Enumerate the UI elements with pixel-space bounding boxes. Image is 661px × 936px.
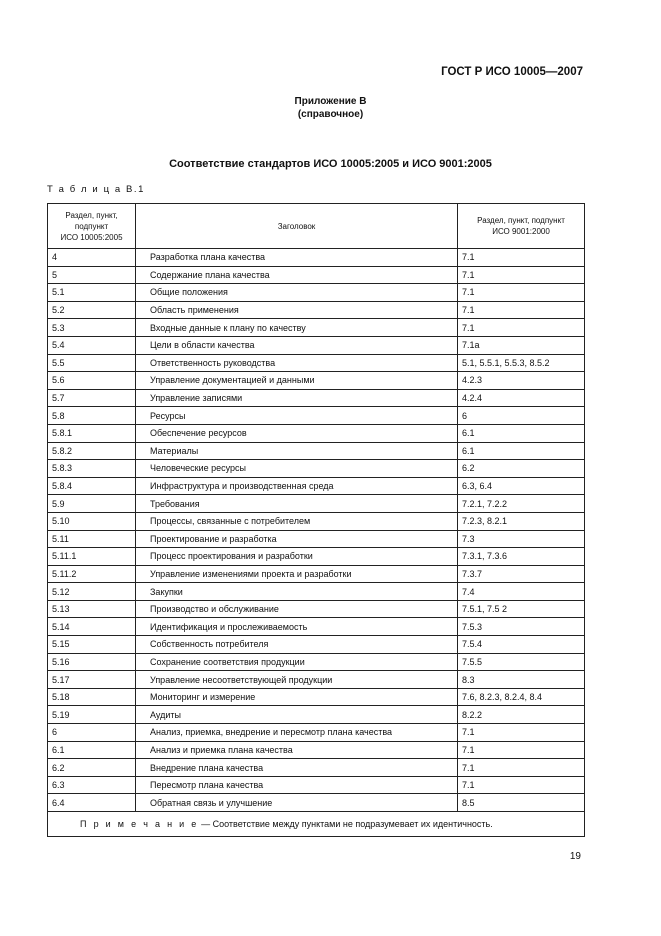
cell-title: Обратная связь и улучшение <box>136 794 458 812</box>
header-clause-9001-line1: Раздел, пункт, подпункт <box>477 216 565 225</box>
cell-title: Идентификация и прослеживаемость <box>136 618 458 636</box>
table-row <box>48 389 585 407</box>
cell-clause-9001: 8.2.2 <box>458 706 585 724</box>
cell-title: Обеспечение ресурсов <box>136 424 458 442</box>
table-row <box>48 301 585 319</box>
cell-title: Пересмотр плана качества <box>136 776 458 794</box>
cell-title: Требования <box>136 495 458 513</box>
cell-title: Ответственность руководства <box>136 354 458 372</box>
table-row <box>48 776 585 794</box>
table-row <box>48 442 585 460</box>
table-row <box>48 565 585 583</box>
table-note <box>48 812 585 837</box>
table-row <box>48 724 585 742</box>
table-row <box>48 741 585 759</box>
cell-clause-10005: 6.1 <box>48 741 136 759</box>
cell-clause-9001: 7.1а <box>458 336 585 354</box>
table-row <box>48 495 585 513</box>
note-label: П р и м е ч а н и е <box>80 819 199 829</box>
cell-clause-10005: 5.11.2 <box>48 565 136 583</box>
cell-clause-9001: 7.1 <box>458 319 585 337</box>
table-row <box>48 336 585 354</box>
cell-title: Собственность потребителя <box>136 636 458 654</box>
document-standard-number: ГОСТ Р ИСО 10005—2007 <box>441 66 583 78</box>
cell-title: Область применения <box>136 301 458 319</box>
table-row <box>48 424 585 442</box>
cell-clause-10005: 5.12 <box>48 583 136 601</box>
section-heading: Соответствие стандартов ИСО 10005:2005 и ИСО 9001:2005 <box>169 158 492 170</box>
header-clause-10005-line2: подпункт <box>74 221 109 231</box>
cell-clause-9001: 7.1 <box>458 759 585 777</box>
cell-title: Внедрение плана качества <box>136 759 458 777</box>
cell-title: Закупки <box>136 583 458 601</box>
cell-clause-9001: 7.5.5 <box>458 653 585 671</box>
cell-title: Сохранение соответствия продукции <box>136 653 458 671</box>
cell-title: Процессы, связанные с потребителем <box>136 512 458 530</box>
table-row <box>48 583 585 601</box>
cell-clause-9001: 7.3.7 <box>458 565 585 583</box>
table-body <box>48 249 585 812</box>
page-number: 19 <box>569 851 581 862</box>
cell-title: Общие положения <box>136 284 458 302</box>
cell-clause-10005: 5.17 <box>48 671 136 689</box>
cell-clause-9001: 7.2.1, 7.2.2 <box>458 495 585 513</box>
table-label: Т а б л и ц а В.1 <box>47 184 146 195</box>
cell-title: Управление записями <box>136 389 458 407</box>
cell-clause-10005: 5.8.2 <box>48 442 136 460</box>
cell-clause-10005: 5 <box>48 266 136 284</box>
header-title: Заголовок <box>136 204 458 249</box>
cell-title: Управление документацией и данными <box>136 372 458 390</box>
table-row <box>48 618 585 636</box>
cell-clause-10005: 5.3 <box>48 319 136 337</box>
cell-clause-10005: 5.6 <box>48 372 136 390</box>
correspondence-table <box>47 203 585 837</box>
cell-clause-9001: 7.1 <box>458 301 585 319</box>
cell-clause-10005: 5.19 <box>48 706 136 724</box>
cell-clause-10005: 5.11.1 <box>48 548 136 566</box>
cell-clause-9001: 7.1 <box>458 724 585 742</box>
cell-clause-10005: 5.9 <box>48 495 136 513</box>
table-header-row <box>48 204 585 249</box>
cell-clause-9001: 6.1 <box>458 424 585 442</box>
table-row <box>48 477 585 495</box>
cell-clause-10005: 6.2 <box>48 759 136 777</box>
table-row <box>48 266 585 284</box>
table-row <box>48 284 585 302</box>
cell-clause-9001: 7.3 <box>458 530 585 548</box>
table-row <box>48 530 585 548</box>
cell-clause-9001: 7.3.1, 7.3.6 <box>458 548 585 566</box>
cell-title: Содержание плана качества <box>136 266 458 284</box>
cell-title: Анализ и приемка плана качества <box>136 741 458 759</box>
cell-clause-10005: 5.5 <box>48 354 136 372</box>
cell-clause-10005: 5.16 <box>48 653 136 671</box>
table-row <box>48 548 585 566</box>
cell-clause-10005: 5.18 <box>48 688 136 706</box>
cell-clause-10005: 5.15 <box>48 636 136 654</box>
cell-title: Входные данные к плану по качеству <box>136 319 458 337</box>
table-note-row <box>48 812 585 837</box>
table-row <box>48 249 585 267</box>
table-row <box>48 671 585 689</box>
cell-clause-9001: 7.2.3, 8.2.1 <box>458 512 585 530</box>
table-row <box>48 407 585 425</box>
table-row <box>48 794 585 812</box>
table-row <box>48 460 585 478</box>
cell-title: Управление изменениями проекта и разработки <box>136 565 458 583</box>
cell-clause-9001: 5.1, 5.5.1, 5.5.3, 8.5.2 <box>458 354 585 372</box>
cell-title: Аудиты <box>136 706 458 724</box>
cell-title: Мониторинг и измерение <box>136 688 458 706</box>
cell-clause-10005: 5.14 <box>48 618 136 636</box>
table-row <box>48 319 585 337</box>
cell-clause-9001: 8.3 <box>458 671 585 689</box>
table-row <box>48 688 585 706</box>
cell-clause-9001: 6.3, 6.4 <box>458 477 585 495</box>
table-row <box>48 512 585 530</box>
table-row <box>48 653 585 671</box>
table-row <box>48 636 585 654</box>
cell-clause-10005: 5.13 <box>48 600 136 618</box>
cell-title: Производство и обслуживание <box>136 600 458 618</box>
cell-title: Ресурсы <box>136 407 458 425</box>
cell-title: Человеческие ресурсы <box>136 460 458 478</box>
table-row <box>48 600 585 618</box>
cell-clause-9001: 7.5.4 <box>458 636 585 654</box>
cell-clause-10005: 5.7 <box>48 389 136 407</box>
cell-clause-9001: 7.5.1, 7.5 2 <box>458 600 585 618</box>
cell-title: Анализ, приемка, внедрение и пересмотр плана качества <box>136 724 458 742</box>
cell-clause-9001: 4.2.3 <box>458 372 585 390</box>
cell-clause-10005: 5.8.1 <box>48 424 136 442</box>
cell-title: Процесс проектирования и разработки <box>136 548 458 566</box>
cell-title: Цели в области качества <box>136 336 458 354</box>
cell-clause-9001: 4.2.4 <box>458 389 585 407</box>
cell-clause-9001: 6.1 <box>458 442 585 460</box>
annex-subtitle: (справочное) <box>297 109 364 120</box>
cell-title: Инфраструктура и производственная среда <box>136 477 458 495</box>
cell-clause-10005: 5.4 <box>48 336 136 354</box>
cell-clause-9001: 7.4 <box>458 583 585 601</box>
header-clause-10005-line3: ИСО 10005:2005 <box>60 232 123 242</box>
cell-clause-9001: 7.1 <box>458 284 585 302</box>
cell-clause-10005: 5.8.3 <box>48 460 136 478</box>
cell-clause-9001: 7.1 <box>458 741 585 759</box>
table-row <box>48 372 585 390</box>
cell-clause-10005: 5.1 <box>48 284 136 302</box>
header-clause-10005-line1: Раздел, пункт, <box>65 210 118 220</box>
cell-clause-9001: 7.1 <box>458 249 585 267</box>
cell-title: Управление несоответствующей продукции <box>136 671 458 689</box>
table-row <box>48 354 585 372</box>
table-row <box>48 706 585 724</box>
cell-clause-10005: 6.4 <box>48 794 136 812</box>
cell-clause-9001: 7.6, 8.2.3, 8.2.4, 8.4 <box>458 688 585 706</box>
note-text: — Соответствие между пунктами не подразумевает их идентичность. <box>198 819 493 829</box>
cell-clause-10005: 5.10 <box>48 512 136 530</box>
cell-title: Разработка плана качества <box>136 249 458 267</box>
cell-clause-10005: 6.3 <box>48 776 136 794</box>
cell-clause-10005: 4 <box>48 249 136 267</box>
header-clause-9001-line2: ИСО 9001:2000 <box>492 227 550 236</box>
cell-clause-9001: 6.2 <box>458 460 585 478</box>
header-clause-9001 <box>458 204 585 249</box>
cell-clause-9001: 6 <box>458 407 585 425</box>
table-row <box>48 759 585 777</box>
cell-clause-9001: 7.5.3 <box>458 618 585 636</box>
header-clause-10005 <box>48 204 136 249</box>
cell-clause-9001: 7.1 <box>458 266 585 284</box>
cell-title: Проектирование и разработка <box>136 530 458 548</box>
cell-clause-9001: 7.1 <box>458 776 585 794</box>
cell-clause-9001: 8.5 <box>458 794 585 812</box>
cell-clause-10005: 5.2 <box>48 301 136 319</box>
cell-clause-10005: 5.8 <box>48 407 136 425</box>
cell-title: Материалы <box>136 442 458 460</box>
annex-title: Приложение В <box>294 96 367 107</box>
cell-clause-10005: 5.8.4 <box>48 477 136 495</box>
cell-clause-10005: 5.11 <box>48 530 136 548</box>
cell-clause-10005: 6 <box>48 724 136 742</box>
